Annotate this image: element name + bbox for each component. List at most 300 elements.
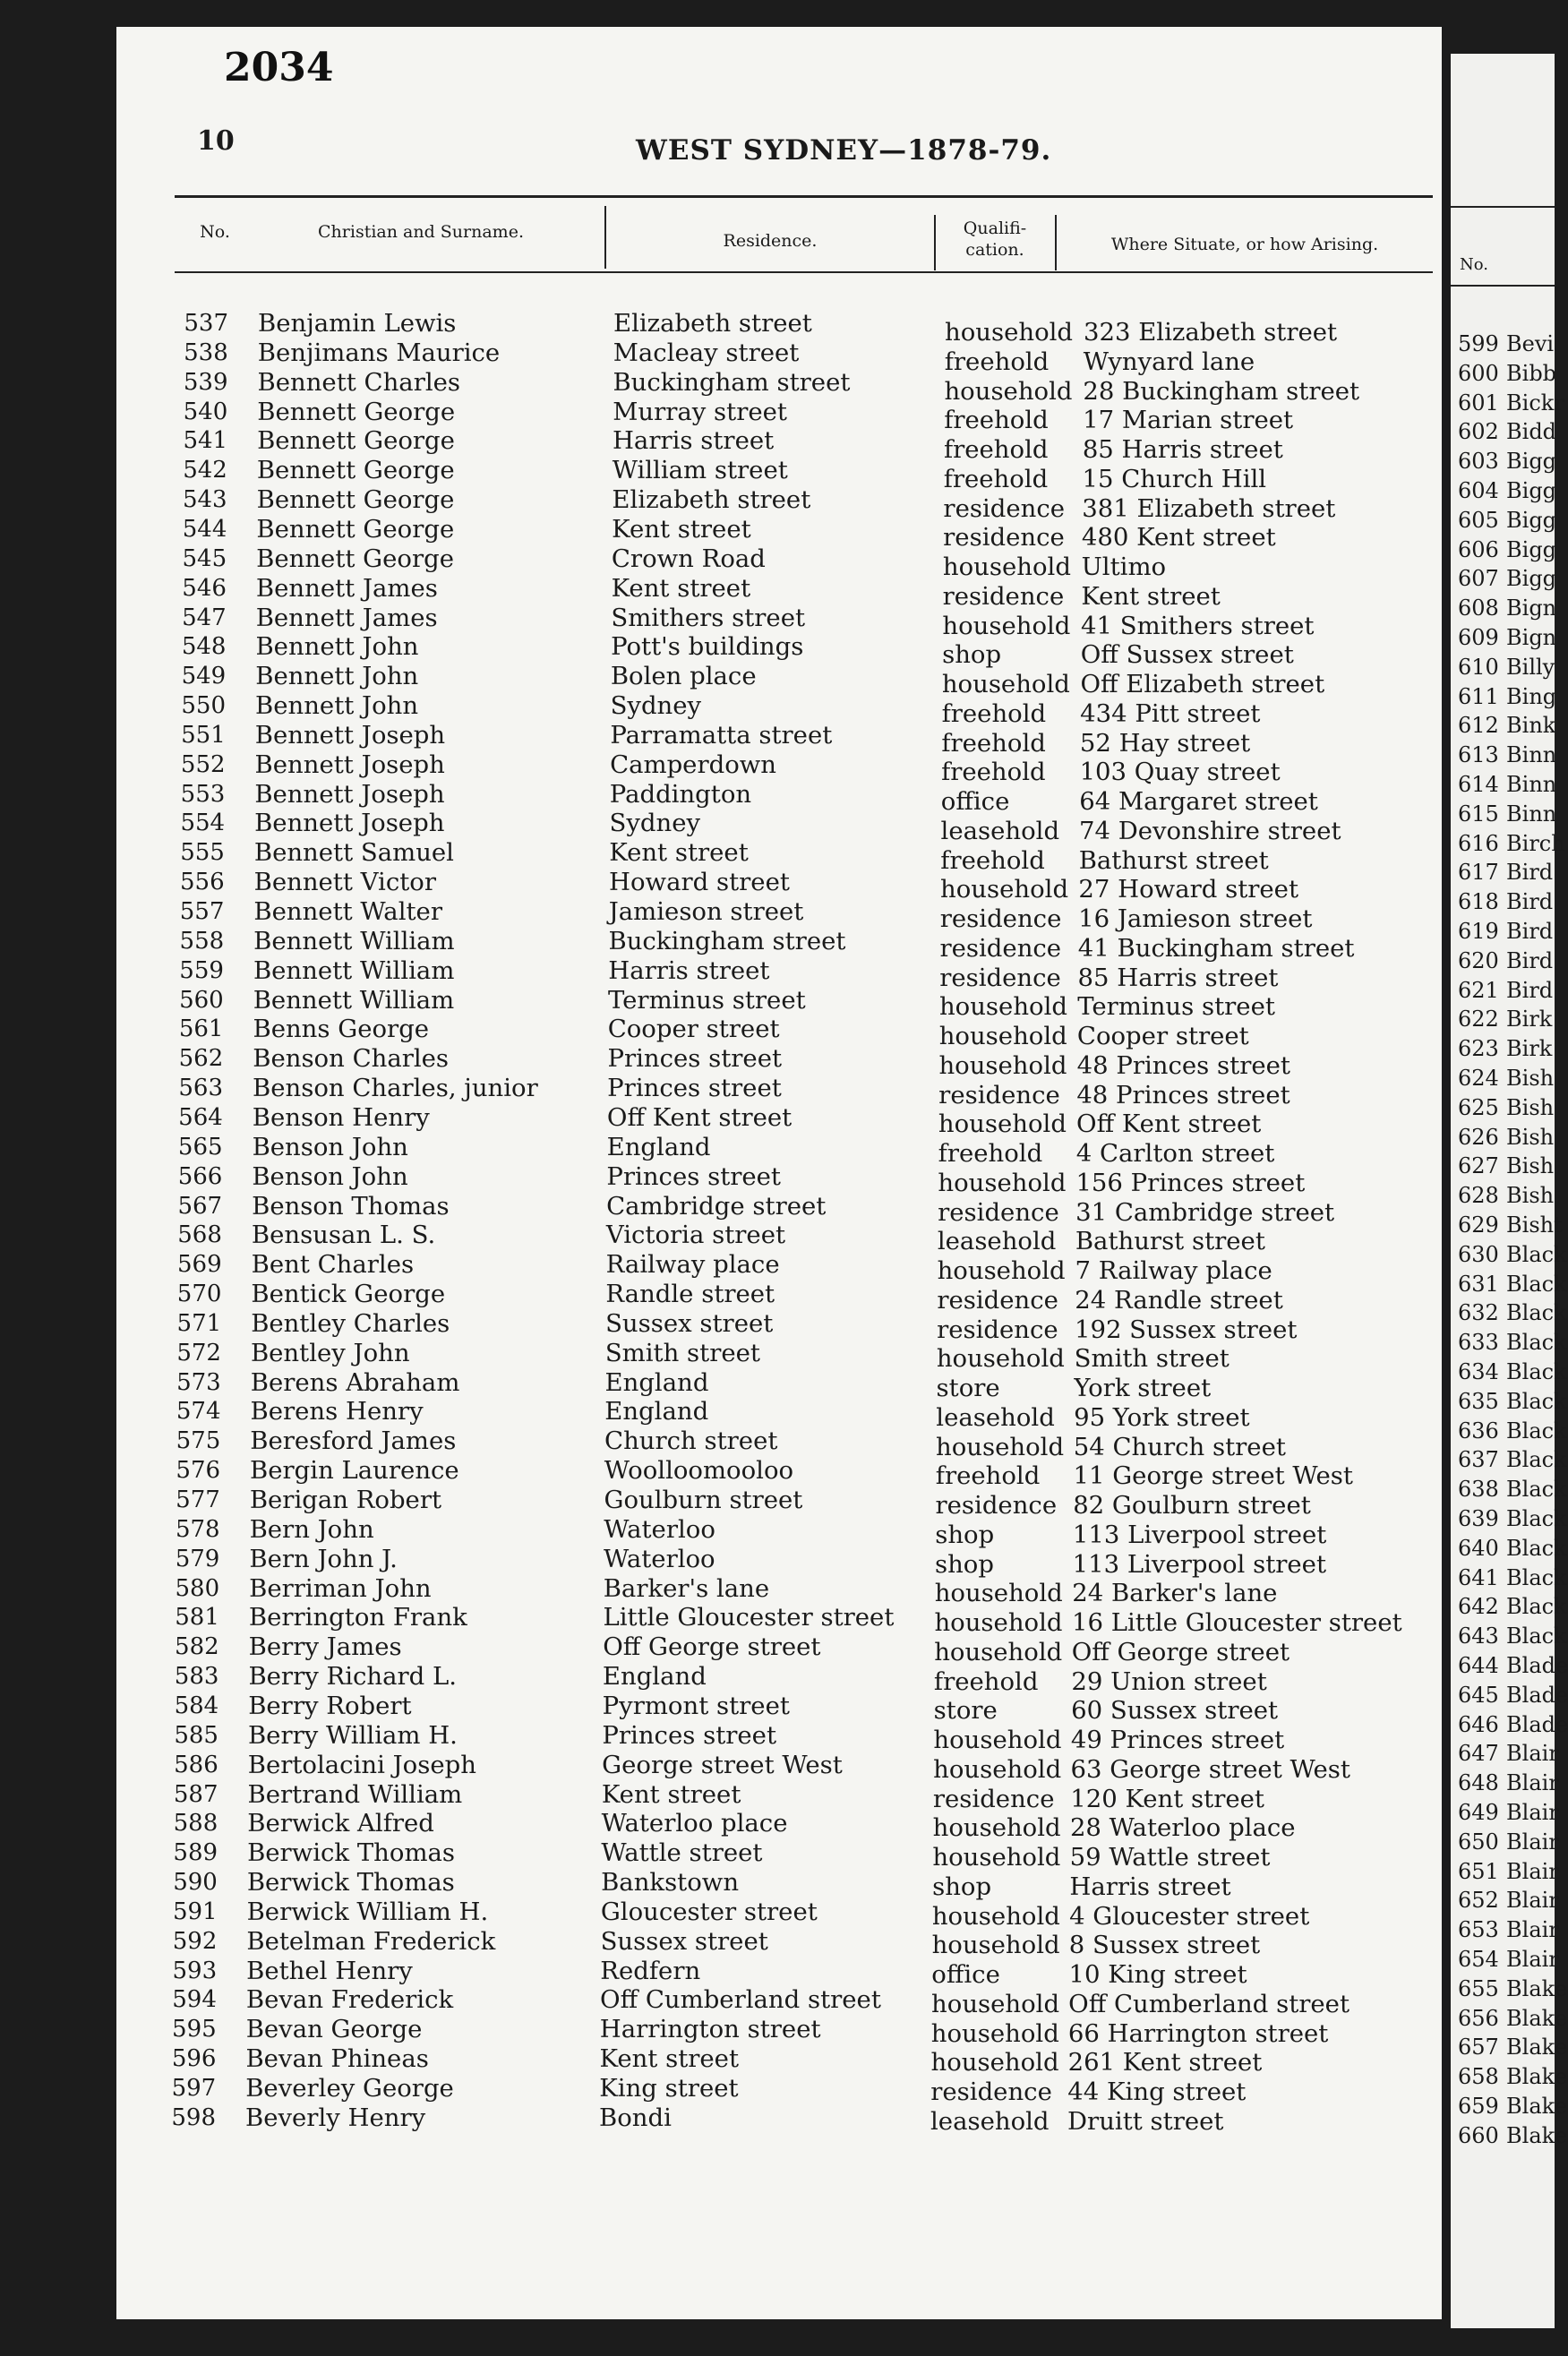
- entry-number: 538: [184, 338, 228, 366]
- next-page-voter-name: Black: [1506, 1477, 1567, 1503]
- qualification: household: [932, 1813, 1061, 1843]
- qualification: residence: [942, 581, 1065, 611]
- next-page-entry-number: 635: [1458, 1388, 1499, 1414]
- next-page-voter-name: Bird: [1506, 860, 1554, 886]
- voter-name: Benson Henry: [252, 1102, 430, 1132]
- entry-number: 594: [172, 1986, 217, 2014]
- qualification: shop: [934, 1549, 994, 1579]
- voter-name: Bennett James: [255, 573, 438, 603]
- next-page-voter-name: Black: [1506, 1271, 1567, 1297]
- next-page-voter-name: Black: [1506, 1447, 1567, 1473]
- next-page-voter-name: Black: [1506, 1506, 1567, 1531]
- where-situate: 15 Church Hill: [1082, 464, 1267, 493]
- voter-name: Bennett George: [256, 456, 455, 485]
- next-page-voter-name: Bigg: [1506, 478, 1557, 503]
- next-page-header-rule: [1451, 206, 1555, 208]
- where-situate: 156 Princes street: [1075, 1168, 1306, 1197]
- next-page-voter-name: Bigg: [1506, 566, 1557, 592]
- next-page-voter-name: Black: [1506, 1359, 1567, 1384]
- next-page-entry-number: 659: [1458, 2094, 1499, 2119]
- qualification: household: [944, 376, 1073, 406]
- next-page-voter-name: Black: [1506, 1623, 1567, 1649]
- next-page-voter-name: Black: [1506, 1300, 1567, 1326]
- voter-name: Bennett Samuel: [253, 838, 454, 868]
- next-page-entry-number: 612: [1458, 713, 1499, 739]
- voter-name: Bent Charles: [251, 1250, 415, 1280]
- voter-name: Bennett George: [257, 426, 455, 456]
- residence: Waterloo: [603, 1544, 715, 1573]
- qualification: household: [934, 1608, 1063, 1638]
- next-page-entry-number: 607: [1458, 566, 1499, 592]
- next-page-voter-name: Blake: [1506, 2064, 1568, 2090]
- where-situate: 85 Harris street: [1077, 963, 1279, 992]
- next-page-entry-number: 631: [1458, 1271, 1499, 1297]
- residence: Crown Road: [611, 544, 766, 573]
- voter-name: Berwick Alfred: [247, 1809, 434, 1838]
- voter-name: Berry William H.: [247, 1720, 458, 1750]
- next-page-voter-name: Blake: [1506, 1975, 1568, 2001]
- where-situate: 54 Church street: [1073, 1432, 1286, 1461]
- voter-name: Beresford James: [250, 1426, 457, 1456]
- where-situate: 17 Marian street: [1083, 406, 1294, 435]
- residence: Gloucester street: [600, 1897, 818, 1926]
- voter-name: Betelman Frederick: [246, 1926, 496, 1956]
- qualification: freehold: [944, 347, 1050, 376]
- voter-name: Bennett John: [255, 662, 419, 691]
- qualification: household: [938, 1022, 1067, 1051]
- residence: England: [604, 1397, 709, 1426]
- entry-number: 585: [174, 1721, 218, 1749]
- next-page-entry-number: 608: [1458, 595, 1499, 621]
- where-situate: 31 Cambridge street: [1075, 1197, 1335, 1227]
- next-page-voter-name: Bink: [1506, 713, 1556, 739]
- qualification: freehold: [938, 1139, 1043, 1169]
- qualification: residence: [937, 1285, 1058, 1315]
- where-situate: 48 Princes street: [1076, 1050, 1290, 1080]
- entry-number: 571: [176, 1309, 222, 1337]
- voter-name: Bennett William: [253, 985, 455, 1015]
- voter-name: Berwick Thomas: [246, 1868, 455, 1898]
- column-header-where: Where Situate, or how Arising.: [1110, 235, 1379, 254]
- next-page-voter-name: Blake: [1506, 2094, 1568, 2119]
- voter-name: Bennett Joseph: [254, 779, 445, 809]
- header-bottom-rule: [175, 271, 1433, 273]
- next-page-voter-name: Birk: [1506, 1036, 1553, 1062]
- residence: Harris street: [608, 955, 770, 985]
- qualification: household: [930, 2018, 1059, 2048]
- qualification: household: [934, 1637, 1063, 1666]
- voter-name: Bennett John: [255, 691, 419, 721]
- next-page-voter-name: Blair: [1506, 1829, 1559, 1855]
- next-page-voter-name: Bigg: [1506, 536, 1557, 562]
- qualification: household: [942, 611, 1071, 640]
- next-page-entry-number: 646: [1458, 1711, 1499, 1737]
- where-situate: 24 Barker's lane: [1072, 1579, 1278, 1608]
- voter-name: Berry James: [248, 1632, 402, 1662]
- where-situate: 8 Sussex street: [1068, 1931, 1261, 1960]
- entry-number: 572: [176, 1339, 221, 1366]
- residence: Smith street: [604, 1338, 760, 1367]
- residence: Redfern: [600, 1956, 701, 1985]
- entry-number: 556: [179, 869, 225, 896]
- entry-number: 543: [182, 486, 227, 514]
- where-situate: 113 Liverpool street: [1072, 1549, 1326, 1579]
- next-page-voter-name: Black: [1506, 1535, 1567, 1561]
- next-page-entry-number: 619: [1458, 919, 1499, 944]
- entry-number: 548: [181, 633, 227, 661]
- entry-number: 541: [183, 427, 228, 455]
- next-page-voter-name: Blair: [1506, 1770, 1559, 1796]
- where-situate: 4 Gloucester street: [1069, 1901, 1310, 1931]
- voter-name: Bennett John: [255, 632, 419, 662]
- residence: Kent street: [601, 1779, 741, 1809]
- voter-name: Benjimans Maurice: [257, 338, 501, 367]
- entry-number: 579: [175, 1545, 220, 1572]
- residence: Sydney: [609, 809, 701, 838]
- residence: Bondi: [599, 2103, 672, 2132]
- entry-number: 558: [179, 927, 225, 955]
- qualification: household: [932, 1843, 1061, 1872]
- entry-number: 561: [178, 1015, 224, 1043]
- voter-name: Bergin Laurence: [250, 1456, 459, 1486]
- next-page-voter-name: Bish: [1506, 1094, 1555, 1120]
- entry-number: 569: [177, 1251, 222, 1279]
- qualification: residence: [930, 2078, 1052, 2107]
- qualification: freehold: [935, 1461, 1041, 1491]
- next-page-entry-number: 640: [1458, 1535, 1499, 1561]
- where-situate: 44 King street: [1067, 2078, 1247, 2107]
- where-situate: 381 Elizabeth street: [1082, 493, 1336, 523]
- next-page-voter-name: Blair: [1506, 1888, 1559, 1914]
- residence: Cambridge street: [606, 1191, 827, 1221]
- voter-name: Bevan George: [245, 2015, 423, 2044]
- voter-name: Benson John: [252, 1161, 408, 1191]
- next-page-entry-number: 615: [1458, 801, 1499, 827]
- qualification: freehold: [941, 758, 1046, 787]
- residence: Barker's lane: [603, 1573, 770, 1603]
- next-page-voter-name: Blade: [1506, 1682, 1568, 1708]
- residence: Railway place: [605, 1250, 780, 1280]
- residence: Pott's buildings: [611, 632, 804, 662]
- qualification: household: [933, 1726, 1062, 1755]
- entry-number: 540: [183, 398, 228, 425]
- entry-number: 546: [182, 574, 227, 602]
- qualification: residence: [939, 933, 1062, 963]
- voter-name: Bennett Victor: [253, 868, 436, 897]
- entry-number: 586: [174, 1751, 218, 1778]
- qualification: residence: [939, 904, 1062, 934]
- residence: Goulburn street: [604, 1486, 803, 1514]
- qualification: store: [936, 1374, 1000, 1403]
- next-page-header-rule: [1451, 285, 1555, 287]
- qualification: residence: [943, 523, 1065, 553]
- residence: Princes street: [607, 1074, 782, 1103]
- entry-number: 539: [183, 368, 228, 396]
- voter-name: Berigan Robert: [249, 1486, 442, 1514]
- header-top-rule: [175, 195, 1433, 198]
- qualification: household: [937, 1256, 1066, 1286]
- next-page-entry-number: 630: [1458, 1241, 1499, 1267]
- entry-number: 560: [179, 986, 224, 1014]
- entry-number: 591: [172, 1898, 218, 1925]
- entry-number: 547: [182, 604, 227, 631]
- where-situate: 41 Smithers street: [1081, 611, 1315, 640]
- next-page-voter-name: Bish: [1506, 1124, 1555, 1150]
- next-page-entry-number: 602: [1458, 419, 1499, 445]
- voter-name: Bennett Charles: [257, 367, 461, 397]
- next-page-entry-number: 657: [1458, 2035, 1499, 2060]
- where-situate: Kent street: [1081, 581, 1221, 611]
- catalog-number: 2034: [224, 45, 334, 90]
- where-situate: 59 Wattle street: [1069, 1843, 1271, 1872]
- residence: George street West: [602, 1750, 843, 1779]
- where-situate: Harris street: [1069, 1872, 1231, 1901]
- next-page-voter-name: Blake: [1506, 2035, 1568, 2060]
- residence: England: [604, 1367, 709, 1397]
- where-situate: 4 Carlton street: [1075, 1139, 1275, 1169]
- column-divider: [604, 206, 606, 269]
- entry-number: 577: [176, 1486, 220, 1513]
- residence: Elizabeth street: [613, 309, 812, 338]
- next-page-entry-number: 625: [1458, 1094, 1499, 1120]
- where-situate: Off Elizabeth street: [1080, 670, 1325, 699]
- entry-number: 537: [184, 310, 228, 337]
- where-situate: 192 Sussex street: [1074, 1315, 1298, 1344]
- next-page-entry-number: 614: [1458, 772, 1499, 797]
- next-page-entry-number: 652: [1458, 1888, 1499, 1914]
- qualification: residence: [937, 1315, 1058, 1344]
- next-page-entry-number: 611: [1458, 683, 1499, 709]
- residence: Parramatta street: [610, 720, 833, 750]
- next-page-entry-number: 645: [1458, 1682, 1499, 1708]
- next-page-entry-number: 655: [1458, 1975, 1499, 2001]
- residence: Murray street: [613, 397, 787, 426]
- next-page-entry-number: 605: [1458, 507, 1499, 533]
- residence: Buckingham street: [608, 926, 846, 955]
- voter-name: Bentick George: [251, 1280, 446, 1309]
- next-page-entry-number: 606: [1458, 536, 1499, 562]
- next-page-voter-name: Binn: [1506, 772, 1557, 797]
- next-page-entry-number: 620: [1458, 947, 1499, 973]
- where-situate: 63 George street West: [1070, 1754, 1350, 1784]
- residence: Elizabeth street: [612, 485, 811, 515]
- where-situate: 85 Harris street: [1082, 435, 1283, 464]
- residence: Macleay street: [613, 338, 800, 367]
- next-page-voter-name: Binn: [1506, 801, 1557, 827]
- where-situate: Bathurst street: [1078, 845, 1269, 875]
- voter-name: Berens Abraham: [250, 1367, 460, 1397]
- voter-name: Bertrand William: [247, 1779, 463, 1809]
- qualification: household: [936, 1344, 1065, 1374]
- qualification: household: [940, 875, 1069, 904]
- next-page-entry-number: 649: [1458, 1800, 1499, 1825]
- qualification: household: [942, 553, 1071, 581]
- next-page-voter-name: Bird: [1506, 889, 1554, 915]
- voter-name: Benson Charles: [253, 1044, 450, 1074]
- residence: Off George street: [603, 1632, 821, 1662]
- qualification: household: [936, 1432, 1065, 1461]
- where-situate: 28 Buckingham street: [1083, 376, 1360, 406]
- next-page-voter-name: Bisht: [1506, 1212, 1563, 1238]
- next-page-entry-number: 613: [1458, 742, 1499, 768]
- qualification: freehold: [940, 845, 1045, 875]
- qualification: leasehold: [937, 1227, 1057, 1256]
- next-page-voter-name: Blade: [1506, 1653, 1568, 1678]
- qualification: residence: [943, 493, 1066, 523]
- next-page-voter-name: Blair: [1506, 1947, 1559, 1972]
- where-situate: 95 York street: [1074, 1402, 1250, 1432]
- next-page-entry-number: 628: [1458, 1183, 1499, 1209]
- voter-name: Bennett William: [253, 955, 455, 985]
- entry-number: 544: [182, 515, 227, 543]
- entry-number: 583: [174, 1663, 219, 1691]
- qualification: leasehold: [930, 2106, 1050, 2136]
- voter-name: Berriman John: [249, 1573, 432, 1603]
- qualification: shop: [935, 1520, 995, 1549]
- next-page-entry-number: 600: [1458, 360, 1499, 386]
- qualification: residence: [932, 1784, 1055, 1813]
- entry-number: 551: [181, 721, 226, 749]
- where-situate: Druitt street: [1067, 2106, 1224, 2136]
- next-page-entry-number: 632: [1458, 1300, 1499, 1326]
- next-page-entry-number: 637: [1458, 1447, 1499, 1473]
- voter-name: Berwick William H.: [246, 1897, 489, 1926]
- residence: Waterloo: [604, 1514, 715, 1544]
- voter-name: Benjamin Lewis: [258, 309, 457, 338]
- next-page-entry-number: 604: [1458, 478, 1499, 503]
- next-page-voter-name: Blake: [1506, 2005, 1568, 2031]
- next-page-voter-name: Bigg: [1506, 449, 1557, 475]
- where-situate: Bathurst street: [1075, 1227, 1265, 1256]
- residence: Camperdown: [610, 750, 777, 779]
- where-situate: 48 Princes street: [1076, 1080, 1290, 1109]
- residence: Sussex street: [600, 1926, 768, 1956]
- residence: Princes street: [602, 1720, 777, 1750]
- where-situate: 29 Union street: [1071, 1666, 1267, 1696]
- next-page-entry-number: 650: [1458, 1829, 1499, 1855]
- residence: Victoria street: [605, 1221, 786, 1250]
- column-header-no: No.: [200, 222, 230, 242]
- qualification: household: [941, 670, 1070, 699]
- voter-name: Bennett Joseph: [254, 720, 446, 750]
- voter-name: Berry Robert: [248, 1691, 412, 1720]
- voter-name: Berens Henry: [250, 1397, 424, 1426]
- voter-name: Bennett William: [253, 926, 455, 955]
- residence: England: [602, 1662, 707, 1692]
- voter-name: Bennett Walter: [253, 897, 442, 926]
- entry-number: 562: [178, 1045, 224, 1073]
- residence: King street: [599, 2074, 739, 2103]
- next-page-entry-number: 656: [1458, 2005, 1499, 2031]
- next-page-voter-name: Birch: [1506, 830, 1565, 856]
- residence: Kent street: [611, 573, 751, 603]
- next-page-voter-name: Blair: [1506, 1741, 1559, 1767]
- voter-name: Bennett Joseph: [254, 809, 445, 838]
- qualification: household: [938, 1109, 1067, 1139]
- qualification: office: [931, 1960, 1000, 1990]
- qualification: household: [930, 2048, 1059, 2078]
- next-page-entry-number: 639: [1458, 1506, 1499, 1531]
- residence: Cooper street: [607, 1015, 780, 1044]
- voter-name: Bethel Henry: [246, 1956, 413, 1985]
- residence: Smithers street: [611, 603, 806, 632]
- next-page-voter-name: Bigg: [1506, 507, 1557, 533]
- voter-name: Beverly Henry: [245, 2103, 426, 2132]
- qualification: household: [938, 1050, 1067, 1080]
- residence: Little Gloucester street: [603, 1603, 895, 1632]
- next-page-voter-name: Billy: [1506, 654, 1555, 680]
- next-page-entry-number: 626: [1458, 1124, 1499, 1150]
- next-page-entry-number: 642: [1458, 1594, 1499, 1620]
- entry-number: 580: [175, 1574, 220, 1602]
- entry-number: 553: [180, 780, 226, 808]
- entry-number: 567: [177, 1192, 223, 1220]
- where-situate: 103 Quay street: [1079, 758, 1281, 787]
- next-page-entry-number: 609: [1458, 625, 1499, 650]
- voter-name: Bennett George: [257, 397, 456, 426]
- next-page-entry-number: 618: [1458, 889, 1499, 915]
- where-situate: Wynyard lane: [1083, 347, 1255, 376]
- where-situate: Cooper street: [1076, 1022, 1249, 1051]
- where-situate: 52 Hay street: [1079, 728, 1251, 758]
- voter-name: Bentley John: [250, 1338, 410, 1367]
- next-page-voter-name: Bevi: [1506, 331, 1555, 356]
- next-page-entry-number: 627: [1458, 1153, 1499, 1179]
- residence: Harris street: [612, 426, 775, 456]
- qualification: shop: [932, 1872, 992, 1901]
- where-situate: 74 Devonshire street: [1078, 816, 1341, 845]
- entry-number: 568: [177, 1221, 222, 1249]
- residence: Kent street: [612, 514, 751, 544]
- next-page-voter-name: Blair: [1506, 1917, 1559, 1943]
- next-page-entry-number: 624: [1458, 1066, 1499, 1091]
- where-situate: 480 Kent street: [1081, 523, 1276, 553]
- next-page-voter-name: Black: [1506, 1564, 1567, 1590]
- voter-name: Beverley George: [245, 2074, 454, 2103]
- voter-name: Benson Charles, junior: [253, 1074, 538, 1103]
- column-divider: [1055, 215, 1057, 270]
- residence: Kent street: [609, 838, 749, 868]
- next-page-voter-name: Blade: [1506, 1711, 1568, 1737]
- where-situate: 261 Kent street: [1067, 2048, 1263, 2078]
- residence: Sydney: [610, 691, 702, 721]
- next-page-entry-number: 623: [1458, 1036, 1499, 1062]
- where-situate: Off George street: [1071, 1637, 1290, 1666]
- where-situate: 28 Waterloo place: [1069, 1813, 1296, 1843]
- where-situate: Terminus street: [1077, 992, 1275, 1022]
- where-situate: Smith street: [1074, 1344, 1230, 1374]
- where-situate: 120 Kent street: [1070, 1784, 1264, 1813]
- entry-number: 563: [178, 1075, 224, 1102]
- residence: Princes street: [607, 1044, 783, 1074]
- residence: Howard street: [609, 868, 790, 897]
- voter-name: Bennett George: [256, 544, 455, 573]
- residence: Terminus street: [607, 985, 806, 1015]
- where-situate: 27 Howard street: [1078, 875, 1298, 904]
- residence: Waterloo place: [601, 1809, 788, 1838]
- voter-name: Bern John: [249, 1514, 374, 1544]
- where-situate: 82 Goulburn street: [1073, 1491, 1311, 1521]
- residence: Bolen place: [610, 662, 757, 691]
- voter-name: Benson John: [252, 1132, 408, 1161]
- where-situate: 11 George street West: [1073, 1461, 1353, 1491]
- voter-name: Bevan Frederick: [245, 1985, 454, 2015]
- next-page-voter-name: Bign: [1506, 595, 1557, 621]
- entry-number: 566: [177, 1162, 223, 1190]
- next-page-voter-name: Bickr: [1506, 390, 1564, 416]
- voter-name: Benns George: [253, 1015, 430, 1044]
- next-page-entry-number: 647: [1458, 1741, 1499, 1767]
